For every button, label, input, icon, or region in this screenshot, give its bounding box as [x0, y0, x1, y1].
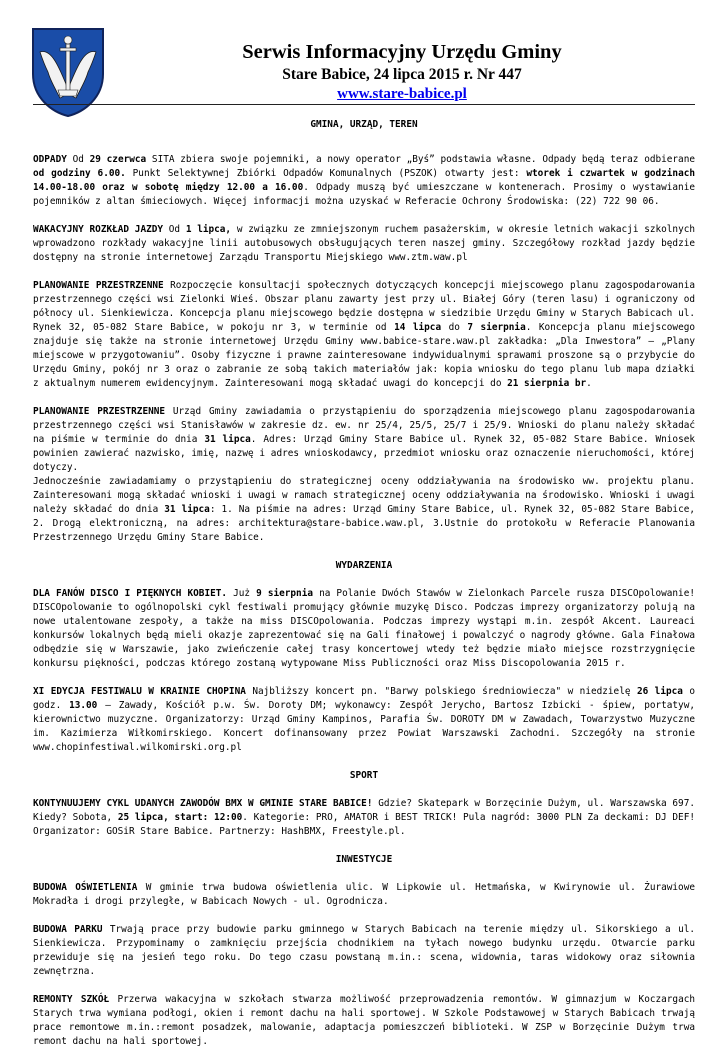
- title-block: [232, 40, 572, 103]
- article-text: Gdzie? Skatepark w Borzęcinie Dużym, ul. Warszawska 697. Kiedy? Sobota,: [33, 798, 695, 823]
- article-text: Trwają prace przy budowie parku gminnego w Starych Babicach na terenie między ul. Sikorskiego a ul. Sienkiewicza. Przypominamy o zamknięciu przejścia chodnikiem na tyłach nowego budynku urzędu. Otwarcie parku przewiduje się na jesień tego roku. Do tego czasu powstaną m.in.: scena, widownia, taras widokowy oraz siłownia zewnętrzna.: [33, 924, 695, 977]
- section-title-wydarzenia: WYDARZENIA: [335, 560, 393, 571]
- article-bold: 7 sierpnia: [467, 322, 526, 333]
- page-header: [0, 0, 725, 120]
- article-text: . Odpady muszą być umieszczane w kontenerach. Prosimy o wystawianie pojemników z altan śmieciowych. Więcej informacji można uzyskać w Referacie Ochrony Środowiska: (22) 722 90 06.: [33, 182, 695, 207]
- article-bold: 13.00: [69, 700, 98, 711]
- article-text: Jednocześnie zawiadamiamy o przystąpieniu do strategicznej oceny oddziaływania na środowisko ww. projektu planu. Zainteresowani mogą składać wnioski i uwagi w ramach strategicznej oceny oddziaływania na środowisko. Wnioski i uwagi należy składać do dnia: [33, 476, 695, 515]
- article-head: ODPADY: [33, 154, 67, 165]
- article-bold: 26 lipca: [636, 686, 683, 697]
- website-link[interactable]: www.stare-babice.pl: [337, 86, 467, 102]
- article-text: Przerwa wakacyjna w szkołach stwarza możliwość przeprowadzenia remontów. W gimnazjum w Koczargach Starych trwa wymiana podłogi, okien i remont dachu na hali sportowej. W Szkole Podstawowej w Starych Babicach trwają prace remontowe m.in.:remont posadzek, malowanie, adaptacja pomieszczeń biblioteki. W ZSP w Borzęcinie Dużym trwa remont dachu na hali sportowej.: [33, 994, 695, 1047]
- article-bold: od godziny 6.00.: [33, 168, 126, 179]
- section-title-sport: SPORT: [349, 770, 379, 781]
- article-rozklad: [33, 223, 695, 265]
- article-bold: wtorek i czwartek w godzinach 14.00-18.00 oraz w sobotę między 12.00 a 16.00: [33, 168, 696, 193]
- article-bold: 25 lipca, start: 12:00: [117, 812, 243, 823]
- article-text: Urząd Gminy zawiadamia o przystąpieniu do sporządzenia miejscowego planu zagospodarowania przestrzennego części wsi Stanisławów w zakresie dz. ew. nr 25/4, 25/5, 25/7 i 25/9. Wnioski do planu należy składać na piśmie w terminie do dnia: [33, 406, 696, 445]
- article-head: PLANOWANIE PRZESTRZENNE: [33, 280, 164, 291]
- article-text: Od: [66, 154, 90, 165]
- article-chopin: [33, 685, 695, 755]
- article-head: REMONTY SZKÓŁ: [33, 994, 110, 1005]
- article-bmx: [33, 797, 695, 839]
- content: [33, 118, 695, 1049]
- article-text: . Adres: Urząd Gminy Stare Babice ul. Rynek 32, 05-082 Stare Babice. Wniosek powinien zawierać nazwisko, imię, nazwę i adres wnioskodawcy, przedmiot wniosku oraz oznaczenie nieruchomości, której dotyczy.: [33, 434, 696, 473]
- article-head: DLA FANÓW DISCO I PIĘKNYCH KOBIET.: [33, 588, 228, 599]
- article-bold: 1 lipca,: [185, 224, 232, 235]
- article-planowanie-2-cont: [33, 475, 695, 545]
- article-bold: 31 lipca: [204, 434, 251, 445]
- article-text: Od: [163, 224, 186, 235]
- article-text: SITA zbiera swoje pojemniki, a nowy operator „Byś” podstawia własne. Odpady będą teraz odbierane: [146, 154, 695, 165]
- article-bold: 9 sierpnia: [256, 588, 313, 599]
- article-text: o godz.: [33, 686, 696, 711]
- article-text: .: [586, 378, 592, 389]
- article-odpady: [33, 153, 695, 209]
- article-head: BUDOWA OŚWIETLENIA: [33, 882, 138, 893]
- article-text: : 1. Na piśmie na adres: Urząd Gminy Stare Babice, ul. Rynek 32, 05-082 Stare Babice, 2. Drogą elektroniczną, na adres: architektura@stare-babice.waw.pl, 3.Ustnie do protokołu w Referacie Planowania Przestrzennego Urzędu Gminy Stare Babice.: [33, 504, 696, 543]
- article-planowanie-2: [33, 405, 695, 475]
- article-text: – Zawady, Kościół p.w. Św. Doroty DM; wykonawcy: Zespół Jerycho, Bartosz Izbicki - śpiew, portatyw, kierownictwo muzyczne. Organizatorzy: Urząd Gminy Kampinos, Parafia Św. DOROTY DM w Zawadach, Towarzystwo Muzyczne im. Kazimierza Wiłkomirskiego. Koncert dofinansowany przez Powiat Warszawski Zachodni. Szczegóły na stronie www.chopinfestiwal.wilkomirski.org.pl: [33, 700, 695, 753]
- article-text: w związku ze zmniejszonym ruchem pasażerskim, w okresie letnich wakacji szkolnych wprowadzono rozkłady wakacyjne linii autobusowych obsługujących teren naszej gminy. Szczegółowy rozkład jazdy będzie dostępny na stronie internetowej Zarządu Transportu Miejskiego www.ztm.waw.pl: [33, 224, 696, 263]
- article-text: Rozpoczęcie konsultacji społecznych dotyczących koncepcji miejscowego planu zagospodarowania przestrzennego części wsi Zielonki Wieś. Obszar planu zawarty jest przy ul. Białej Góry (teren lasu) i ograniczony od północy ul. Sienkiewicza. Koncepcja planu miejscowego będzie dostępna w siedzibie Urzędu Gminy w Starych Babicach ul. Rynek 32, 05-082 Stare Babice, w pokoju nr 3, w terminie od: [33, 280, 695, 333]
- article-planowanie-1: [33, 279, 695, 391]
- article-text: . Kategorie: PRO, AMATOR i BEST TRICK! Pula nagród: 3000 PLN Za deckami: DJ DEF! Organizator: GOSiR Stare Babice. Partnerzy: HashBMX, Freestyle.pl.: [33, 812, 695, 837]
- article-head: KONTYNUUJEMY CYKL UDANYCH ZAWODÓW BMX W GMINIE STARE BABICE!: [33, 798, 373, 809]
- article-text: do: [441, 322, 468, 333]
- article-bold: 31 lipca: [164, 504, 210, 515]
- article-bold: 21 sierpnia br: [507, 378, 587, 389]
- article-text: Punkt Selektywnej Zbiórki Odpadów Komunalnych (PSZOK) otwarty jest:: [125, 168, 527, 179]
- article-head: XI EDYCJA FESTIWALU W KRAINIE CHOPINA: [33, 686, 246, 697]
- section-title-gmina: GMINA, URZĄD, TEREN: [310, 119, 418, 130]
- article-szkoly: [33, 993, 695, 1049]
- article-text: na Polanie Dwóch Stawów w Zielonkach Parcele rusza DISCOpolowanie! DISCOpolowanie to ogólnopolski cykl festiwali promujący głównie muzykę Disco. Podczas imprezy organizatorzy polują na nowe utalentowane zespoły, a także na miss DISCOpolowania. Podczas imprezy wystąpi m.in. zespół Akcent. Laureaci konkursów lokalnych będą mieli okazje zaprezentować się na Gali finałowej i powalczyć o nagrody główne. Gala Finałowa odbędzie się w Warszawie, jako zwieńczenie całej trasy koncertowej wtedy też będzie miało miejsce rozstrzygnięcie konkursu piękności, podczas którego zostaną wytypowane Miss Publiczności oraz Miss Discopolowania 2015 r.: [33, 588, 695, 669]
- article-text: . Koncepcja planu miejscowego znajduje się także na stronie internetowej Urzędu Gminy www.babice-stare.waw.pl zakładka: „Dla Inwestora” – „Plany miejscowe w przygotowaniu”. Osoby fizyczne i prawne zainteresowane indywidualnymi sprawami proszone są o przybycie do Urzędu Gminy, pokój nr 3 oraz o zabranie ze sobą takich materiałów jak: kopia wniosku do tego planu lub mapa działki z aktualnym numerem ewidencyjnym. Zainteresowani mogą składać uwagi do koncepcji do: [33, 322, 696, 389]
- article-text: W gminie trwa budowa oświetlenia ulic. W Lipkowie ul. Hetmańska, w Kwirynowie ul. Żurawiowe Mokradła i drogi przyległe, w Babicach Nowych - ul. Ogrodnicza.: [33, 882, 695, 907]
- article-disco: [33, 587, 695, 671]
- page-title: Serwis Informacyjny Urzędu Gminy: [242, 41, 562, 63]
- article-park: [33, 923, 695, 979]
- article-text: Już: [227, 588, 257, 599]
- article-text: Najbliższy koncert pn. "Barwy polskiego średniowiecza" w niedzielę: [245, 686, 637, 697]
- header-divider: [33, 104, 695, 105]
- issue-subtitle: Stare Babice, 24 lipca 2015 r. Nr 447: [282, 66, 522, 83]
- article-bold: 29 czerwca: [89, 154, 147, 165]
- article-head: WAKACYJNY ROZKŁAD JAZDY: [33, 224, 164, 235]
- article-head: BUDOWA PARKU: [33, 924, 103, 935]
- article-head: PLANOWANIE PRZESTRZENNE: [33, 406, 166, 417]
- article-bold: 14 lipca: [394, 322, 442, 333]
- section-title-inwestycje: INWESTYCJE: [335, 854, 393, 865]
- article-oswietlenie: [33, 881, 695, 909]
